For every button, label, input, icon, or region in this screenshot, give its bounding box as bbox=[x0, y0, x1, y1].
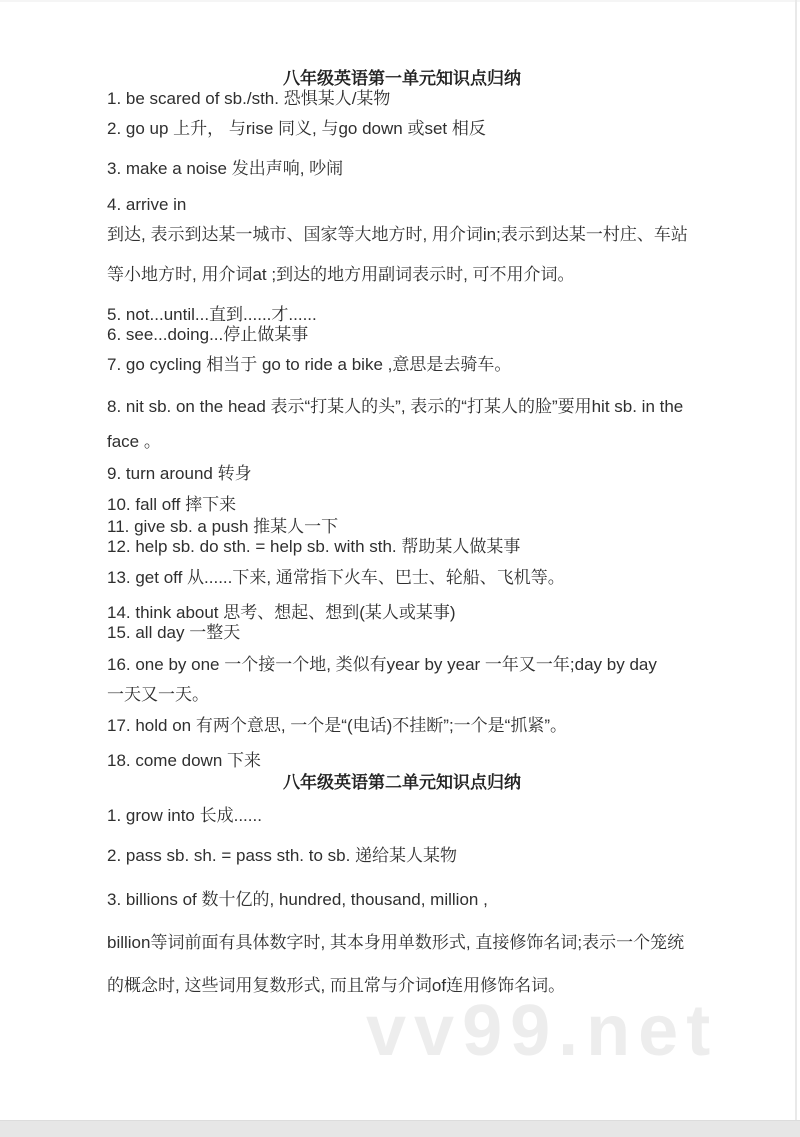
section-title: 八年级英语第二单元知识点归纳 bbox=[283, 773, 521, 792]
text-line: 9. turn around 转身 bbox=[107, 464, 252, 483]
text-line: 到达, 表示到达某一城市、国家等大地方时, 用介词in;表示到达某一村庄、车站 bbox=[107, 225, 688, 244]
text-line: 18. come down 下来 bbox=[107, 751, 262, 770]
text-line: billion等词前面有具体数字时, 其本身用单数形式, 直接修饰名词;表示一个笼统 bbox=[107, 933, 685, 952]
text-line: 12. help sb. do sth. = help sb. with sth. 帮助某人做某事 bbox=[107, 537, 521, 556]
text-line: 15. all day 一整天 bbox=[107, 623, 241, 642]
section-title: 八年级英语第一单元知识点归纳 bbox=[283, 69, 521, 88]
text-line: 17. hold on 有两个意思, 一个是“(电话)不挂断”;一个是“抓紧”。 bbox=[107, 716, 567, 735]
text-line: 2. pass sb. sh. = pass sth. to sb. 递给某人某物 bbox=[107, 846, 458, 865]
text-line: 1. be scared of sb./sth. 恐惧某人/某物 bbox=[107, 89, 391, 108]
text-line: 8. nit sb. on the head 表示“打某人的头”, 表示的“打某人的脸”要用hit sb. in the bbox=[107, 397, 684, 416]
text-line: 16. one by one 一个接一个地, 类似有year by year 一年又一年;day by day bbox=[107, 655, 657, 674]
text-line: 等小地方时, 用介词at ;到达的地方用副词表示时, 可不用介词。 bbox=[107, 265, 575, 284]
text-line: 7. go cycling 相当于 go to ride a bike ,意思是去骑车。 bbox=[107, 355, 512, 374]
text-line: face 。 bbox=[107, 432, 161, 451]
text-line: 14. think about 思考、想起、想到(某人或某事) bbox=[107, 603, 456, 622]
text-line: 的概念时, 这些词用复数形式, 而且常与介词of连用修饰名词。 bbox=[107, 976, 566, 995]
text-line: 4. arrive in bbox=[107, 195, 187, 214]
text-line: 3. billions of 数十亿的, hundred, thousand, million , bbox=[107, 890, 488, 909]
text-line: 3. make a noise 发出声响, 吵闹 bbox=[107, 159, 344, 178]
text-line: 10. fall off 摔下来 bbox=[107, 495, 237, 514]
watermark: vv99.net bbox=[366, 991, 719, 1071]
text-line: 5. not...until...直到......才...... bbox=[107, 305, 317, 324]
page-bottom-edge bbox=[0, 1120, 800, 1137]
text-line: 11. give sb. a push 推某人一下 bbox=[107, 517, 339, 536]
text-line: 一天又一天。 bbox=[107, 685, 209, 704]
text-line: 1. grow into 长成...... bbox=[107, 806, 262, 825]
text-line: 6. see...doing...停止做某事 bbox=[107, 325, 309, 344]
text-line: 13. get off 从......下来, 通常指下火车、巴士、轮船、飞机等。 bbox=[107, 568, 565, 587]
text-line: 2. go up 上升， 与rise 同义, 与go down 或set 相反 bbox=[107, 119, 486, 138]
